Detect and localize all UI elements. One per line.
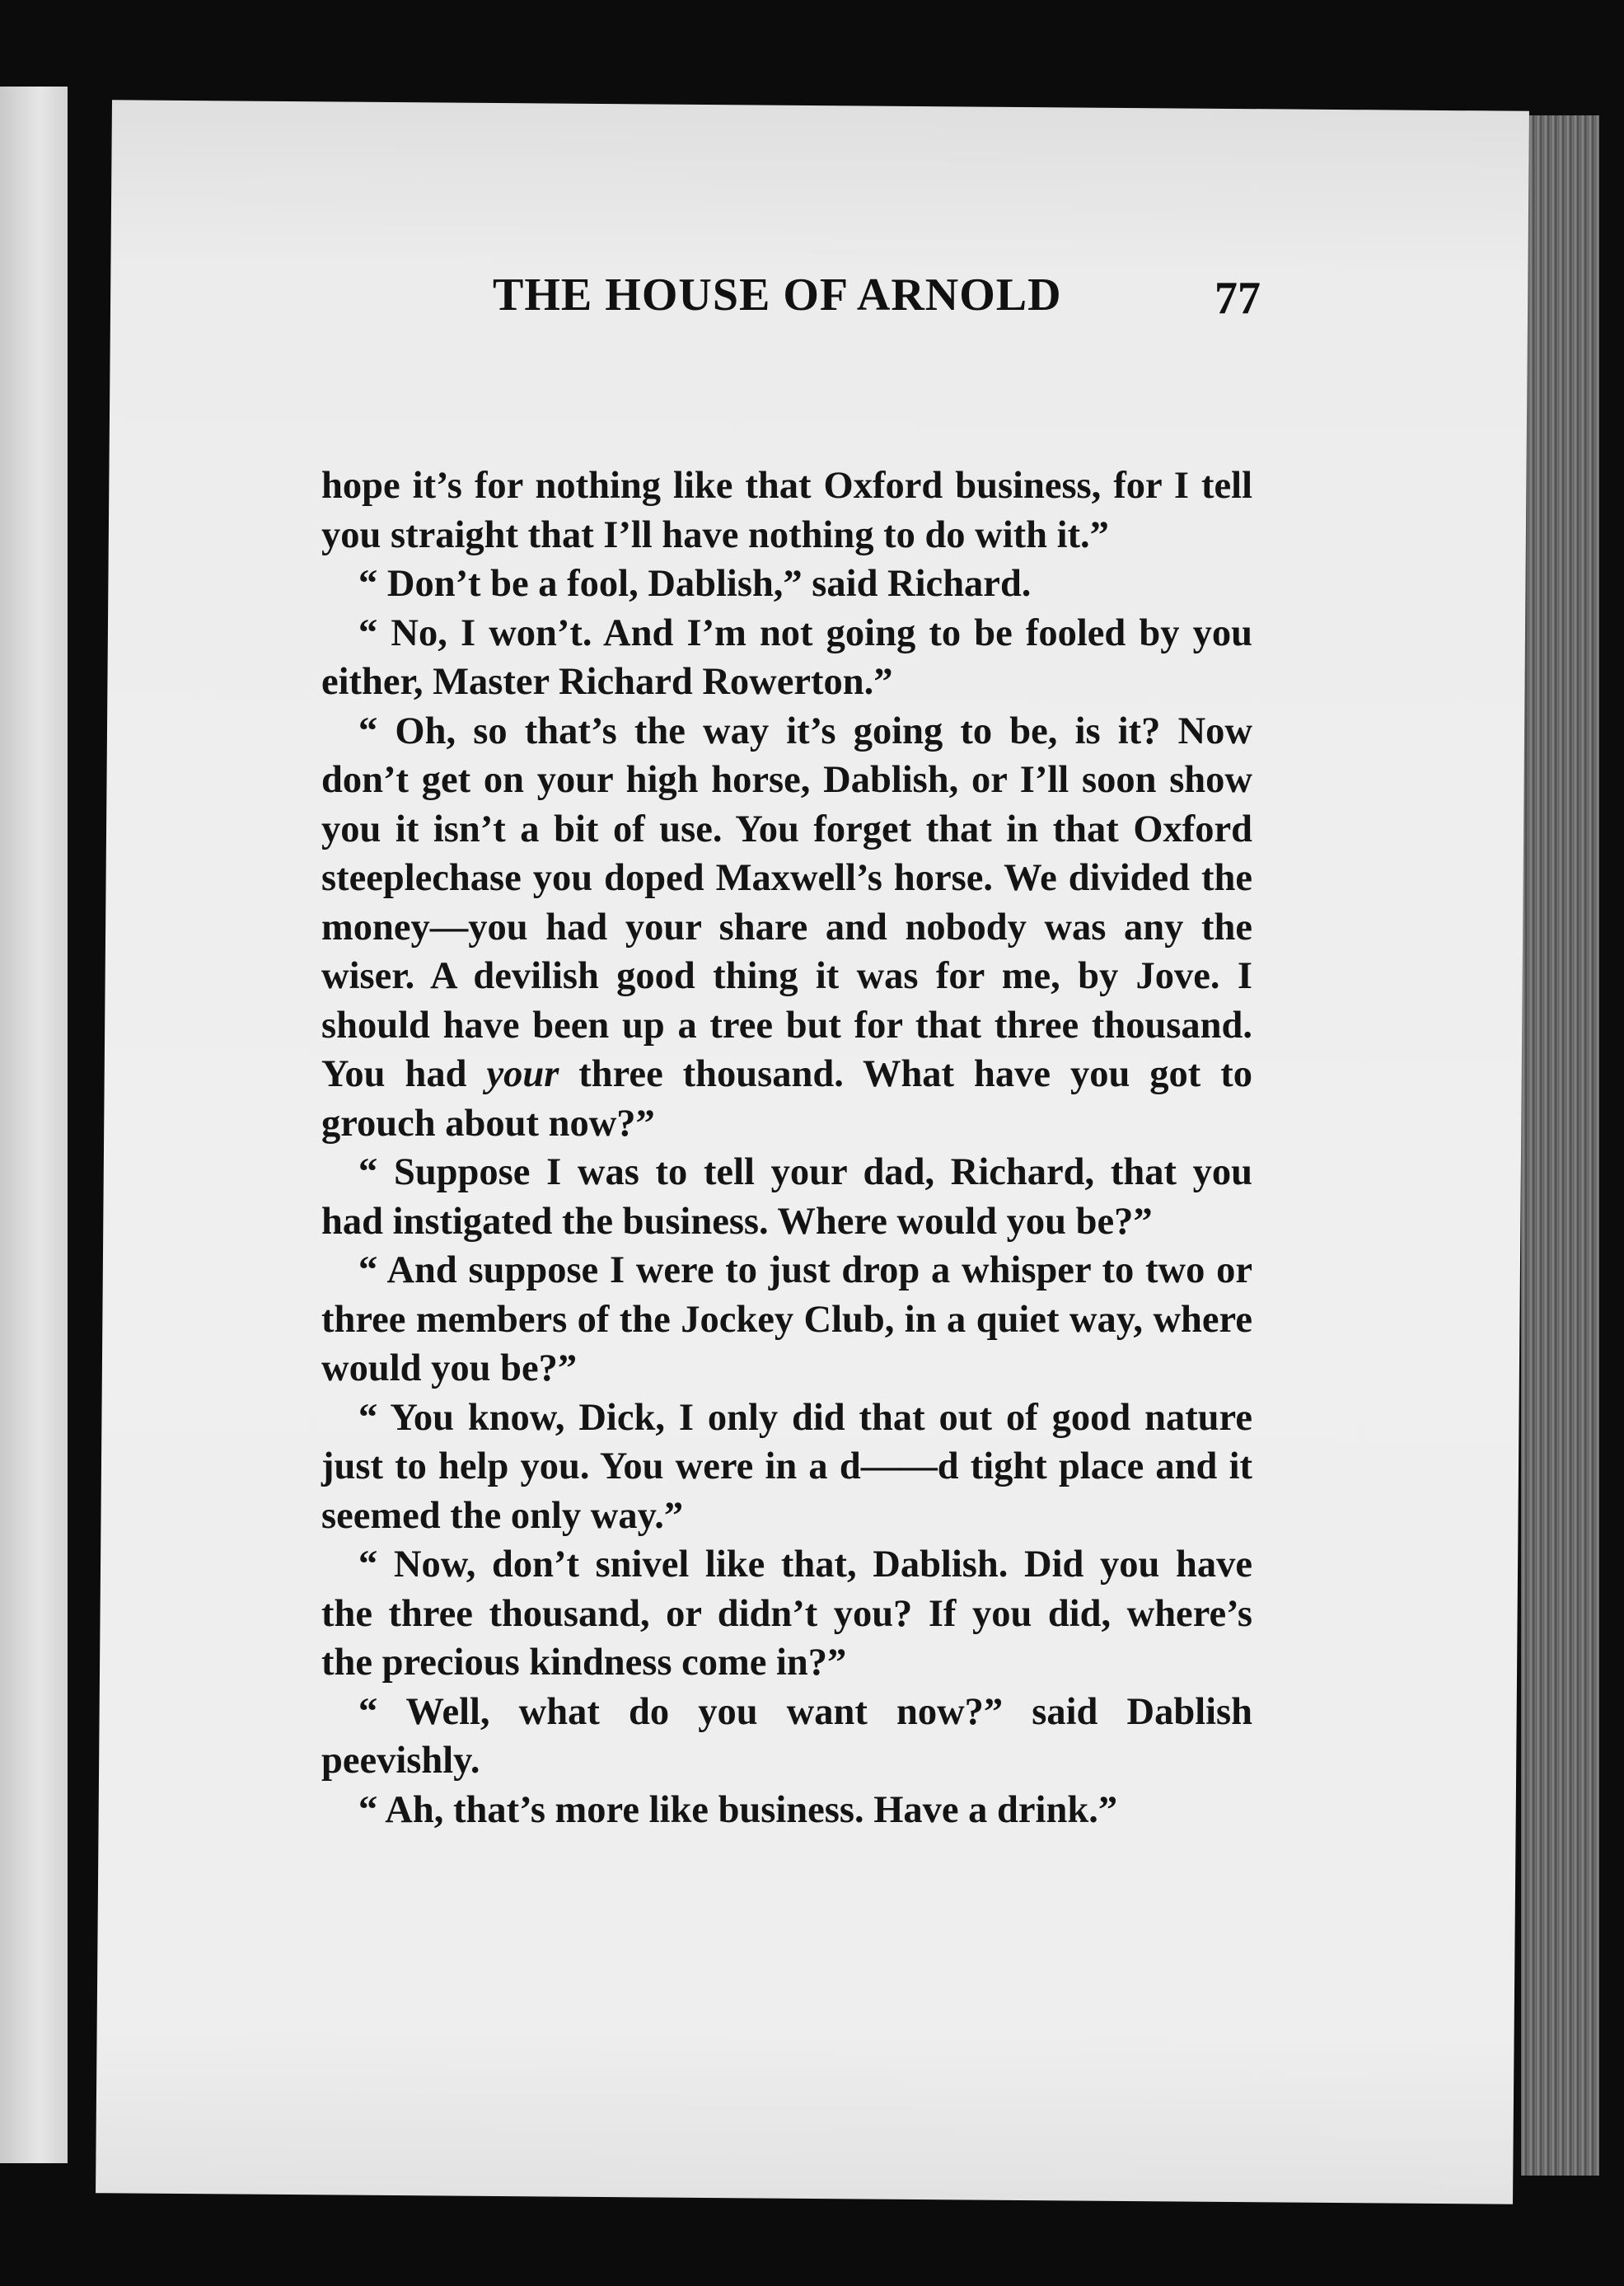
paragraph: “ No, I won’t. And I’m not going to be fooled by you either, Master Richard Rowerton.” (321, 611, 1252, 703)
running-head (330, 269, 1261, 343)
left-page-edge (0, 87, 68, 2163)
paragraph: “ You know, Dick, I only did that out of good nature just to help you. You were in a d——d tight place and it seemed the only way.” (321, 1396, 1252, 1537)
paragraph: “ Well, what do you want now?” said Dablish peevishly. (321, 1690, 1252, 1782)
paragraph-text: three thousand. What have you got to grouch about now?” (321, 1053, 1252, 1145)
paragraph: hope it’s for nothing like that Oxford business, for I tell you straight that I’ll have nothing to do with it.” (321, 465, 1252, 556)
right-page-stack-edge (1521, 115, 1599, 2176)
paragraph: “ Ah, that’s more like business. Have a drink.” (358, 1788, 1118, 1831)
paragraph: “ Don’t be a fool, Dablish,” said Richard. (358, 563, 1032, 605)
paragraph-text: “ Oh, so that’s the way it’s going to be, is it? Now don’t get on your high horse, Dablish, or I’ll soon show you it isn’t a bit of use. You forget that in that Oxford steeplechase you doped Maxwell’s horse. We divided the money—you had your share and nobody was any the wiser. A devilish good thing it was for me, by Jove. I should have been up a tree but for that three thousand. You had (321, 710, 1252, 1095)
paragraph: “ Suppose I was to tell your dad, Richard, that you had instigated the business. Where would you be?” (321, 1151, 1252, 1243)
paragraph: “ And suppose I were to just drop a whisper to two or three members of the Jockey Club, in a quiet way, where would you be?” (321, 1249, 1252, 1389)
page-number: 77 (1214, 273, 1261, 324)
emphasized-word: your (486, 1053, 559, 1095)
running-title: THE HOUSE OF ARNOLD (493, 269, 1062, 321)
paragraph (321, 707, 1252, 1149)
body-text (321, 461, 1252, 1834)
paragraph: “ Now, don’t snivel like that, Dablish. Did you have the three thousand, or didn’t you? If you did, where’s the precious kindness come in?” (321, 1544, 1252, 1684)
